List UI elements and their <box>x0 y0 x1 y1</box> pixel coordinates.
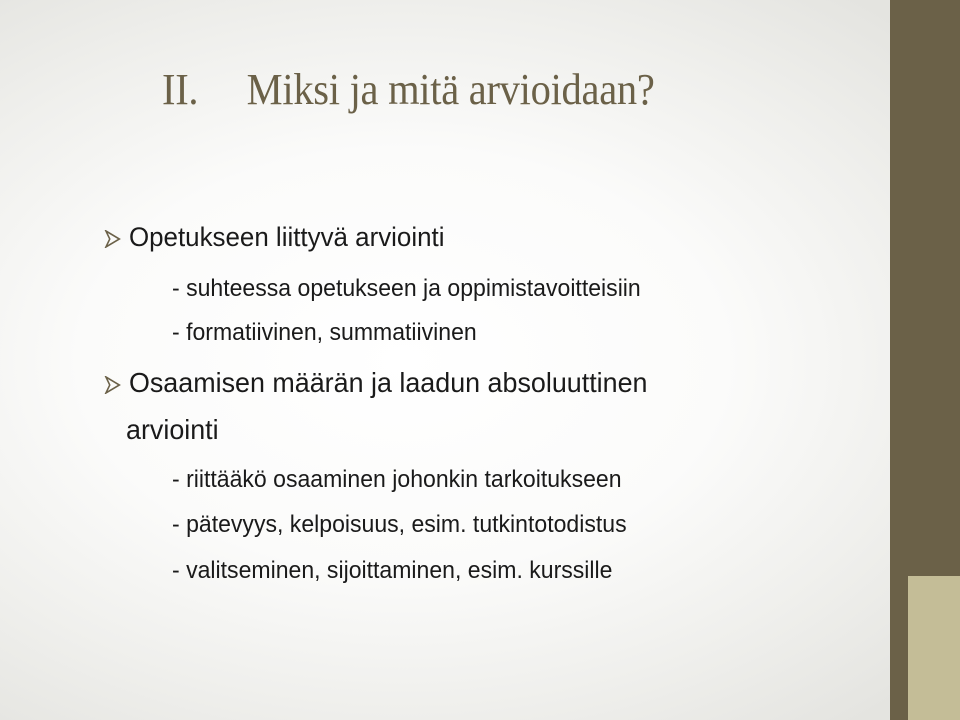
title-text: Miksi ja mitä arvioidaan? <box>246 65 655 114</box>
sub-item: - pätevyys, kelpoisuus, esim. tutkintotodistus <box>172 511 627 538</box>
arrow-bullet-icon <box>104 376 121 394</box>
sub-item: - formatiivinen, summatiivinen <box>172 319 477 346</box>
bullet-2-text-line2: arviointi <box>126 414 219 445</box>
bullet-item-1 <box>104 222 444 253</box>
decorative-side-block <box>908 576 960 720</box>
bullet-2-text-line1: Osaamisen määrän ja laadun absoluuttinen <box>128 367 648 398</box>
sub-item: - riittääkö osaaminen johonkin tarkoitukseen <box>172 466 622 493</box>
bullet-1-text: Opetukseen liittyvä arviointi <box>128 222 445 252</box>
sub-item: - suhteessa opetukseen ja oppimistavoitteisiin <box>172 275 641 302</box>
sub-item: - valitseminen, sijoittaminen, esim. kurssille <box>172 557 613 584</box>
arrow-bullet-icon <box>104 230 121 248</box>
slide-title <box>162 64 655 115</box>
title-number: II. <box>162 65 199 114</box>
bullet-item-2 <box>104 367 647 399</box>
